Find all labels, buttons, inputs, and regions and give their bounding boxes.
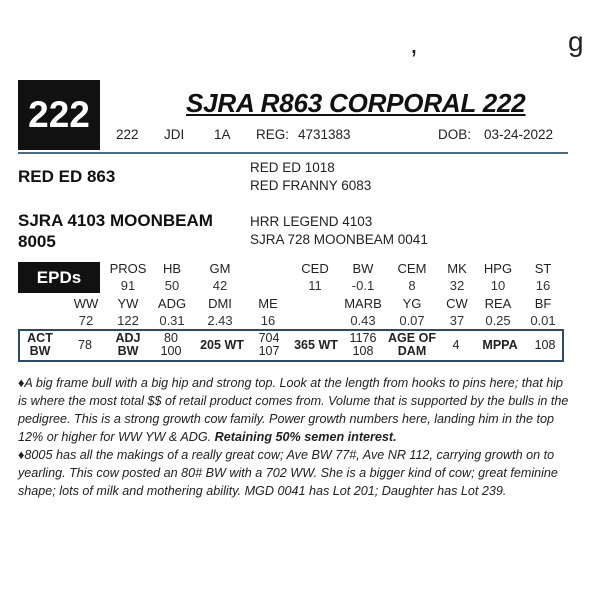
- epd-value-hpg: 10: [490, 278, 506, 293]
- animal-name-title: SJRA R863 CORPORAL 222: [186, 88, 526, 118]
- epd-header-hpg: HPG: [483, 261, 513, 276]
- epd-header-adg: ADG: [157, 296, 187, 311]
- epd-value-bf: 0.01: [530, 313, 556, 328]
- epd-value-cw: 37: [449, 313, 465, 328]
- wt365-values: [346, 332, 380, 358]
- age-of-dam-label: [386, 332, 438, 358]
- lot-number: 222: [28, 94, 90, 135]
- wt365-label: 365 WT: [294, 338, 338, 352]
- act-bw-value: 78: [78, 338, 92, 352]
- epd-header-me: ME: [258, 296, 278, 311]
- lot-notes: [18, 374, 570, 500]
- epd-value-cem: 8: [408, 278, 416, 293]
- header-divider: [18, 152, 568, 154]
- adj-bw-label-line2: BW: [117, 344, 139, 358]
- epd-value-st: 16: [535, 278, 551, 293]
- dob-label: DOB:: [438, 127, 472, 142]
- wt205-value-2: 107: [258, 344, 280, 358]
- act-bw-label-line1: ACT: [27, 331, 53, 345]
- mppa-value: 108: [534, 338, 556, 352]
- epd-value-marb: 0.43: [350, 313, 376, 328]
- registry-code: 1A: [214, 127, 231, 142]
- wt365-value-1: 1176: [349, 331, 377, 345]
- epd-header-bw: BW: [352, 261, 374, 276]
- epd-header-ww: WW: [73, 296, 99, 311]
- adj-bw-values: [156, 332, 186, 358]
- epd-header-yw: YW: [117, 296, 139, 311]
- dam-name: SJRA 4103 MOONBEAM 8005: [18, 211, 213, 251]
- epd-header-dmi: DMI: [208, 296, 232, 311]
- epds-label-badge: [18, 262, 100, 293]
- age-of-dam-value: 4: [452, 338, 460, 352]
- adj-bw-label: [110, 332, 146, 358]
- tattoo: 222: [116, 127, 139, 142]
- epd-value-pros: 91: [120, 278, 136, 293]
- epd-value-mk: 32: [449, 278, 465, 293]
- act-bw-label: [22, 332, 58, 358]
- epds-label: EPDs: [36, 267, 82, 287]
- lot-number-badge: [18, 80, 100, 150]
- epd-header-cw: CW: [446, 296, 468, 311]
- wt365-value-2: 108: [352, 344, 374, 358]
- semen-interest-note: Retaining 50% semen interest.: [214, 430, 397, 444]
- epd-value-rea: 0.25: [485, 313, 511, 328]
- adj-bw-value-2: 100: [160, 344, 182, 358]
- epd-header-st: ST: [534, 261, 552, 276]
- wt205-value-1: 704: [258, 331, 280, 345]
- epd-value-ced: 11: [308, 278, 322, 293]
- epd-value-ww: 72: [78, 313, 94, 328]
- dam-dam: SJRA 728 MOONBEAM 0041: [250, 232, 428, 247]
- epd-value-dmi: 2.43: [207, 313, 233, 328]
- mppa-label: MPPA: [482, 338, 518, 352]
- notes-paragraph-1-text: ♦A big frame bull with a big hip and strong top. Look at the length from hooks to pins here; that hip is where the most total $$ of retail product comes from. Volume that is supported by the bulls in the pedigree. This is a strong growth cow family. Power growth numbers here, landing him in the top 12% or higher for WW YW & ADG.: [18, 376, 569, 444]
- epd-value-yg: 0.07: [399, 313, 425, 328]
- age-of-dam-label-line2: DAM: [397, 344, 427, 358]
- epd-header-pros: PROS: [109, 261, 147, 276]
- epd-value-gm: 42: [212, 278, 228, 293]
- clipped-previous-lot-text: , g: [410, 26, 584, 59]
- epd-value-bw: -0.1: [351, 278, 375, 293]
- notes-paragraph-2: ♦8005 has all the makings of a really great cow; Ave BW 77#, Ave NR 112, carrying growth on to yearling. This cow posted an 80# BW with a 702 WW. She is a bigger kind of cow; great feminine shape; lots of milk and mothering ability. MGD 0041 has Lot 201; Daughter has Lot 239.: [18, 448, 558, 498]
- age-of-dam-label-line1: AGE OF: [388, 331, 436, 345]
- epd-value-hb: 50: [164, 278, 180, 293]
- epd-header-marb: MARB: [344, 296, 382, 311]
- notes-paragraph-1: [18, 374, 570, 446]
- epd-header-yg: YG: [402, 296, 422, 311]
- sire-sire: RED ED 1018: [250, 160, 335, 175]
- act-bw-label-line2: BW: [29, 344, 51, 358]
- epd-header-mk: MK: [447, 261, 467, 276]
- reg-label: REG:: [256, 127, 290, 142]
- epd-header-gm: GM: [209, 261, 231, 276]
- epd-header-hb: HB: [162, 261, 182, 276]
- epd-value-me: 16: [260, 313, 276, 328]
- wt205-label: 205 WT: [200, 338, 244, 352]
- dam-sire: HRR LEGEND 4103: [250, 214, 373, 229]
- dob-value: 03-24-2022: [484, 127, 554, 142]
- epd-header-rea: REA: [484, 296, 512, 311]
- reg-number: 4731383: [298, 127, 351, 142]
- breeder-prefix: JDI: [164, 127, 185, 142]
- epd-header-cem: CEM: [397, 261, 427, 276]
- wt205-values: [252, 332, 286, 358]
- sire-name: RED ED 863: [18, 167, 116, 186]
- epd-value-yw: 122: [117, 313, 139, 328]
- epd-value-adg: 0.31: [159, 313, 185, 328]
- adj-bw-value-1: 80: [164, 331, 178, 345]
- adj-bw-label-line1: ADJ: [115, 331, 141, 345]
- sire-dam: RED FRANNY 6083: [250, 178, 372, 193]
- epd-header-ced: CED: [301, 261, 329, 276]
- epd-header-bf: BF: [534, 296, 552, 311]
